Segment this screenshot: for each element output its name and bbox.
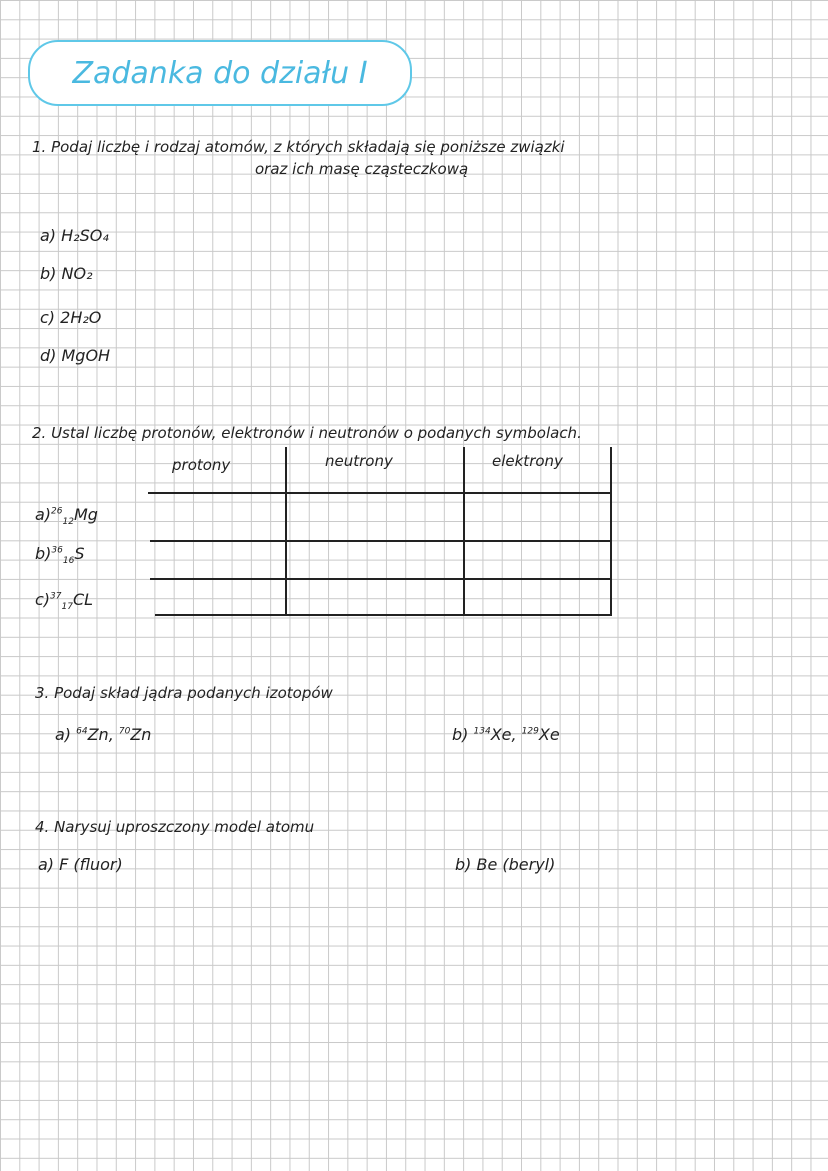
q1-item-a: a) H₂SO₄ bbox=[40, 226, 109, 245]
header-protons: protony bbox=[172, 456, 231, 474]
q4-item-a: a) F (fluor) bbox=[38, 855, 123, 874]
table-divider bbox=[285, 447, 287, 615]
table-line bbox=[155, 614, 612, 616]
q1-item-c: c) 2H₂O bbox=[40, 308, 102, 327]
question-3: 3. Podaj skład jądra podanych izotopów bbox=[35, 684, 333, 702]
q1-item-d: d) MgOH bbox=[40, 346, 111, 365]
q1-item-b: b) NO₂ bbox=[40, 264, 93, 283]
table-divider bbox=[610, 447, 612, 615]
header-neutrons: neutrony bbox=[325, 452, 393, 470]
table-divider bbox=[463, 447, 465, 615]
q2-row-b: b)$^{36}_{16}$S bbox=[35, 544, 85, 567]
table-line bbox=[150, 578, 612, 580]
table-line bbox=[150, 540, 612, 542]
q2-row-c: c)$^{37}_{17}$CL bbox=[35, 590, 94, 613]
q3-item-a: a) $^{64}$Zn, $^{70}$Zn bbox=[55, 725, 152, 744]
table-line bbox=[148, 492, 612, 494]
q3-item-b: b) $^{134}$Xe, $^{129}$Xe bbox=[452, 725, 560, 744]
question-1: 1. Podaj liczbę i rodzaj atomów, z których składają się poniższe związki bbox=[32, 138, 565, 156]
q4-item-b: b) Be (beryl) bbox=[455, 855, 556, 874]
header-electrons: elektrony bbox=[492, 452, 563, 470]
page-title: Zadanka do działu I bbox=[28, 40, 412, 106]
question-4: 4. Narysuj uproszczony model atomu bbox=[35, 818, 315, 836]
question-2: 2. Ustal liczbę protonów, elektronów i neutronów o podanych symbolach. bbox=[32, 424, 582, 442]
question-1-cont: oraz ich masę cząsteczkową bbox=[255, 160, 469, 178]
q2-row-a: a)$^{26}_{12}$Mg bbox=[35, 505, 98, 528]
